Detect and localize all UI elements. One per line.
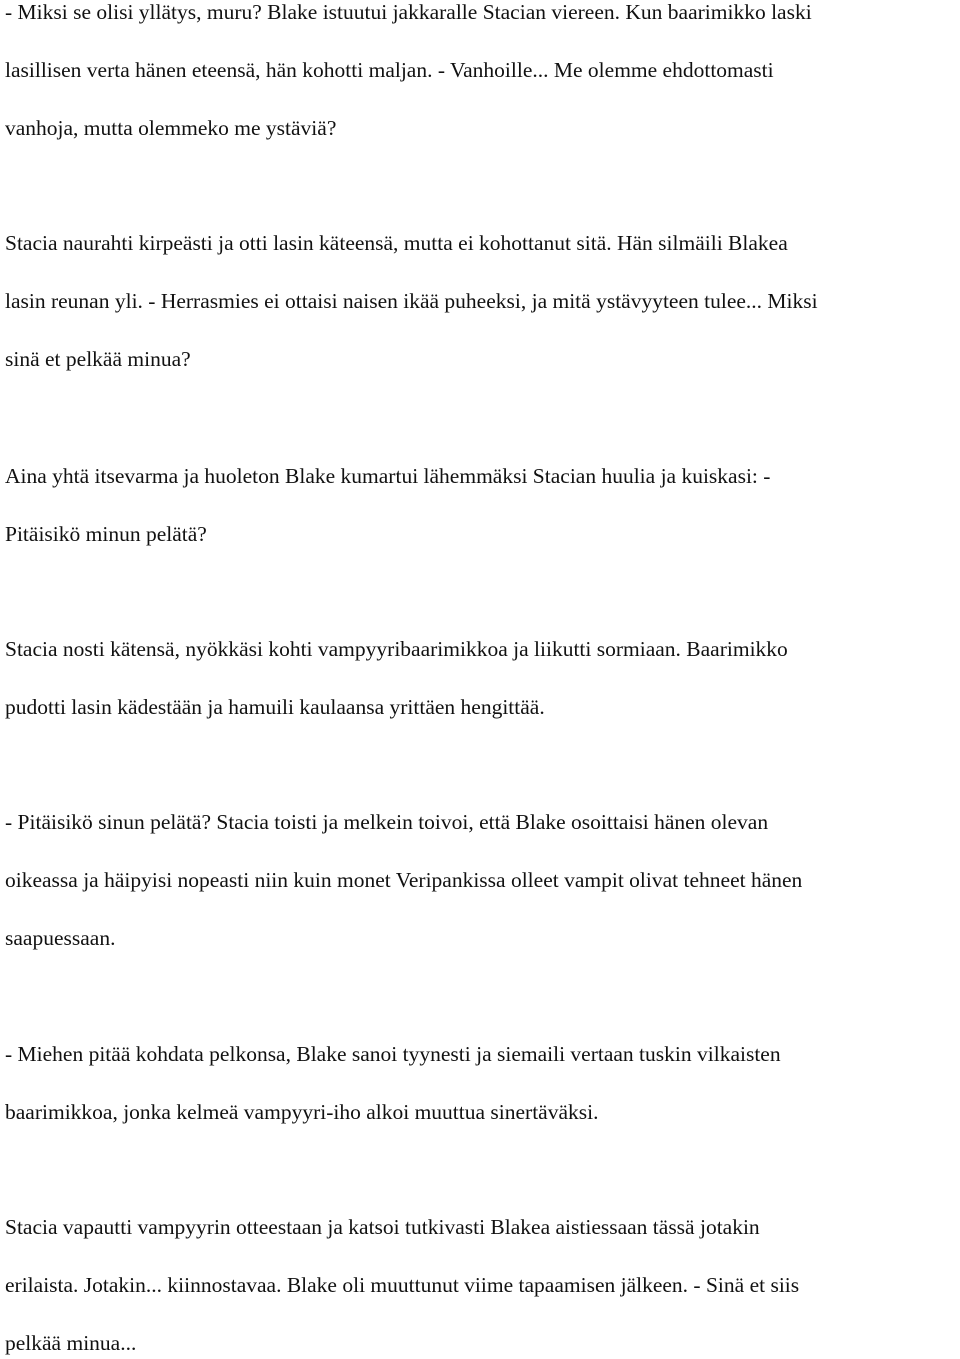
text-line: - Miksi se olisi yllätys, muru? Blake istuutui jakkaralle Stacian viereen. Kun baarimikko laski: [5, 0, 812, 24]
text-line: Stacia vapautti vampyyrin otteestaan ja katsoi tutkivasti Blakea aistiessaan tässä jotakin: [5, 1215, 760, 1239]
text-line: sinä et pelkää minua?: [5, 347, 191, 371]
text-line: lasillisen verta hänen eteensä, hän kohotti maljan. - Vanhoille... Me olemme ehdottomasti: [5, 58, 774, 82]
text-line: Aina yhtä itsevarma ja huoleton Blake kumartui lähemmäksi Stacian huulia ja kuiskasi: -: [5, 464, 771, 488]
text-line: Stacia naurahti kirpeästi ja otti lasin käteensä, mutta ei kohottanut sitä. Hän silmäili Blakea: [5, 231, 788, 255]
text-line: - Pitäisikö sinun pelätä? Stacia toisti ja melkein toivoi, että Blake osoittaisi hänen olevan: [5, 810, 769, 834]
text-line: lasin reunan yli. - Herrasmies ei ottaisi naisen ikää puheeksi, ja mitä ystävyyteen tulee... Miksi: [5, 289, 818, 313]
text-line: baarimikkoa, jonka kelmeä vampyyri-iho alkoi muuttua sinertäväksi.: [5, 1100, 599, 1124]
text-line: pudotti lasin kädestään ja hamuili kaulaansa yrittäen hengittää.: [5, 695, 545, 719]
text-line: Stacia nosti kätensä, nyökkäsi kohti vampyyribaarimikkoa ja liikutti sormiaan. Baarimikko: [5, 637, 788, 661]
text-line: vanhoja, mutta olemmeko me ystäviä?: [5, 116, 337, 140]
text-line: Pitäisikö minun pelätä?: [5, 522, 207, 546]
text-line: erilaista. Jotakin... kiinnostavaa. Blake oli muuttunut viime tapaamisen jälkeen. - Sinä et siis: [5, 1273, 800, 1297]
text-line: - Miehen pitää kohdata pelkonsa, Blake sanoi tyynesti ja siemaili vertaan tuskin vilkaisten: [5, 1042, 781, 1066]
text-line: saapuessaan.: [5, 926, 116, 950]
text-line: pelkää minua...: [5, 1331, 137, 1355]
text-line: oikeassa ja häipyisi nopeasti niin kuin monet Veripankissa olleet vampit olivat tehneet hänen: [5, 868, 803, 892]
